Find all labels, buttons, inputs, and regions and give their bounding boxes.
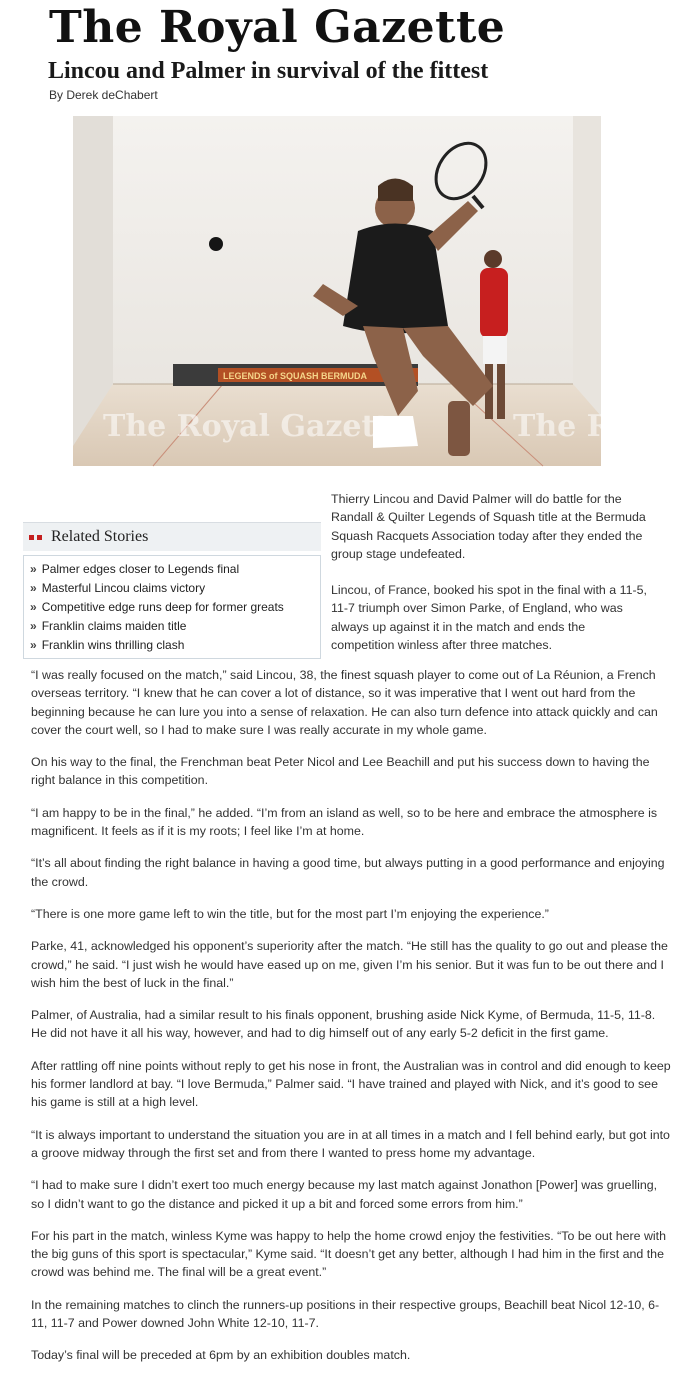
svg-text:The R: The R: [513, 409, 612, 444]
related-stories-title: Related Stories: [51, 528, 149, 545]
body-paragraph: Today’s final will be preceded at 6pm by an exhibition doubles match.: [31, 1348, 411, 1363]
related-story-link[interactable]: [30, 616, 314, 635]
related-story-label[interactable]: Franklin claims maiden title: [41, 618, 187, 633]
body-paragraph: On his way to the final, the Frenchman beat Peter Nicol and Lee Beachill and put his success down to having the right balance in this competition.: [31, 755, 650, 788]
double-chevron-right-icon: »: [30, 561, 37, 576]
related-stories-panel: [23, 522, 321, 659]
body-paragraph: After rattling off nine points without reply to get his nose in front, the Australian was in control and did enough to keep his former landlord at bay. “I love Bermuda,” Palmer said. “I have trained and played with Nick, and it’s good to see his game is still at a high level.: [31, 1058, 671, 1110]
related-story-label[interactable]: Palmer edges closer to Legends final: [41, 561, 240, 576]
double-chevron-right-icon: »: [30, 580, 37, 595]
body-paragraph: “It is always important to understand the situation you are in at all times in a match and I fell behind early, but got into a groove midway through the first set and from there I wanted to press home my advantage.: [31, 1127, 670, 1160]
article-body: [31, 666, 671, 1379]
body-paragraph: Parke, 41, acknowledged his opponent’s superiority after the match. “He still has the quality to go out and please the crowd,” he said. “I just wish he would have eased up on me, given I’m his senior. But it was fun to be out there and I wish him the best of luck in the final.”: [31, 939, 668, 990]
article-headline: Lincou and Palmer in survival of the fittest: [48, 58, 489, 84]
article-byline: By Derek deChabert: [49, 88, 158, 102]
double-chevron-right-icon: »: [30, 599, 37, 614]
body-paragraph: For his part in the match, winless Kyme was happy to help the home crowd enjoy the festivities. “To be out here with the big guns of this sport is spectacular,” Kyme said. “It doesn’t get any better, although I had him in the first and the crowd was behind me. The final will be a great event.”: [31, 1228, 666, 1280]
intro-paragraph: Lincou, of France, booked his spot in the final with a 11-5, 11-7 triumph over Simon Parke, of England, who was always up against it in the match and ends the competition winless after three matches.: [331, 583, 647, 653]
related-stories-header: [23, 522, 321, 551]
photo-watermark: The Royal Gazette: [103, 409, 409, 444]
double-chevron-right-icon: »: [30, 637, 37, 652]
body-paragraph: “I had to make sure I didn’t exert too much energy because my last match against Jonathon [Power] was gruelling, so I didn’t want to go the distance and picked it up a bit and forced some errors from him.”: [31, 1178, 658, 1211]
body-paragraph: Palmer, of Australia, had a similar result to his finals opponent, brushing aside Nick Kyme, of Bermuda, 11-5, 11-8. He did not have it all his way, however, and had to dig himself out of any early 5-2 deficit in the first game.: [31, 1008, 656, 1041]
related-story-label[interactable]: Competitive edge runs deep for former greats: [41, 599, 284, 614]
intro-paragraph: Thierry Lincou and David Palmer will do battle for the Randall & Quilter Legends of Squash title at the Bermuda Squash Racquets Association today after they ended the group stage undefeated.: [331, 492, 646, 561]
body-paragraph: “I was really focused on the match,” said Lincou, 38, the finest squash player to come out of La Réunion, a French overseas territory. “I knew that he can cover a lot of distance, so it was imperative that I went out hard from the beginning because he can lure you into a sense of relaxation. He can also turn defence into attack quickly and can cover the court well, so I had to make sure I was really accurate in my whole game.: [31, 668, 658, 737]
related-story-label[interactable]: Franklin wins thrilling clash: [41, 637, 185, 652]
related-story-link[interactable]: [30, 597, 314, 616]
body-paragraph: “There is one more game left to win the title, but for the most part I’m enjoying the experience.”: [31, 906, 549, 921]
square-bullets-icon: [29, 535, 42, 540]
masthead-logo: The Royal Gazette: [49, 2, 506, 53]
body-paragraph: In the remaining matches to clinch the runners-up positions in their respective groups, Beachill beat Nicol 12-10, 6-11, 11-7 and Power downed John White 12-10, 11-7.: [31, 1297, 660, 1331]
banner-text: LEGENDS of SQUASH BERMUDA: [223, 371, 368, 381]
article-intro: [331, 490, 651, 672]
related-story-label[interactable]: Masterful Lincou claims victory: [41, 580, 206, 595]
related-story-link[interactable]: [30, 559, 314, 578]
related-story-link[interactable]: [30, 578, 314, 597]
related-stories-list: [23, 555, 321, 659]
double-chevron-right-icon: »: [30, 618, 37, 633]
article-photo: [73, 116, 612, 466]
body-paragraph: “I am happy to be in the final,” he added. “I’m from an island as well, so to be here and embrace the atmosphere is magnificent. It feels as if it is my roots; I feel like I’m at home.: [31, 805, 658, 839]
related-story-link[interactable]: [30, 635, 314, 654]
body-paragraph: “It’s all about finding the right balance in having a good time, but always putting in a good performance and enjoying the crowd.: [31, 856, 665, 889]
